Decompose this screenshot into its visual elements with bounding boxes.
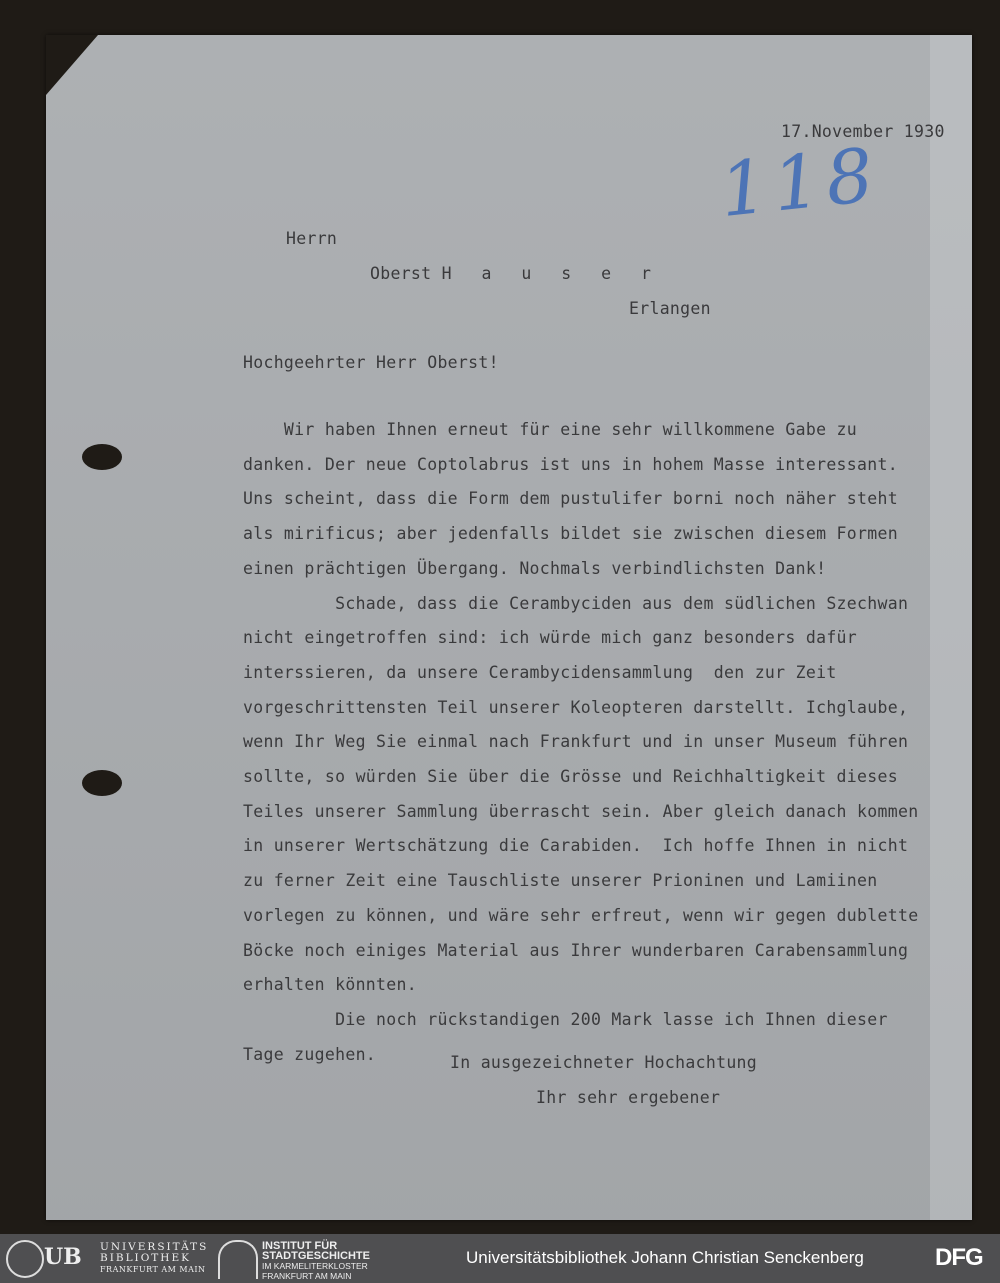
folded-corner: [46, 35, 98, 95]
body-line: sollte, so würden Sie über die Grösse und Reichhaltigkeit dieses: [243, 767, 898, 786]
university-library-name: [100, 1242, 208, 1275]
letter-date: 17.November 1930: [781, 122, 945, 141]
institute-line: FRANKFURT AM MAIN: [262, 1271, 352, 1281]
university-line: FRANKFURT AM MAIN: [100, 1265, 206, 1274]
recipient-title: Oberst: [370, 264, 432, 283]
institute-line: INSTITUT FÜR: [262, 1240, 338, 1252]
body-line: als mirificus; aber jedenfalls bildet sie zwischen diesem Formen: [243, 524, 898, 544]
body-line: Böcke noch einiges Material aus Ihrer wunderbaren Carabensammlung: [243, 940, 909, 960]
institute-name: [262, 1241, 370, 1281]
body-line: erhalten könnten.: [243, 975, 417, 995]
punch-hole-bottom: [82, 770, 122, 796]
overlay-sheet-edge: [930, 35, 972, 1220]
body-line: Schade, dass die Cerambyciden aus dem südlichen Szechwan: [243, 593, 909, 613]
body-line: Uns scheint, dass die Form dem pustulifer borni noch näher steht: [243, 489, 898, 509]
recipient-name: H a u s e r: [441, 264, 661, 283]
body-line: nicht eingetroffen sind: ich würde mich ganz besonders dafür: [243, 628, 858, 648]
dfg-logo: DFG: [935, 1244, 983, 1271]
body-line: zu ferner Zeit eine Tauschliste unserer Prioninen und Lamiinen: [243, 871, 878, 891]
closing-formula: In ausgezeichneter Hochachtung: [450, 1053, 758, 1072]
body-line: vorlegen zu können, und wäre sehr erfreut, wenn wir gegen dublette: [243, 905, 919, 925]
university-line: BIBLIOTHEK: [100, 1252, 191, 1264]
recipient-name-line: [370, 264, 661, 283]
recipient-salutation: Herrn: [286, 229, 338, 248]
punch-hole-top: [82, 444, 122, 470]
arch-icon: [218, 1240, 258, 1279]
ub-logo: UB: [44, 1244, 82, 1270]
body-line: Wir haben Ihnen erneut für eine sehr willkommene Gabe zu: [243, 420, 858, 439]
institute-line: STADTGESCHICHTE: [262, 1250, 370, 1262]
body-line: wenn Ihr Weg Sie einmal nach Frankfurt und in unser Museum führen: [243, 732, 909, 752]
body-line: danken. Der neue Coptolabrus ist uns in hohem Masse interessant.: [243, 454, 898, 474]
library-name: Universitätsbibliothek Johann Christian Senckenberg: [466, 1248, 864, 1267]
body-line: einen prächtigen Übergang. Nochmals verbindlichsten Dank!: [243, 558, 827, 578]
body-line: Teiles unserer Sammlung überrascht sein. Aber gleich danach kommen: [243, 801, 919, 821]
institute-line: IM KARMELITERKLOSTER: [262, 1261, 368, 1271]
greeting: Hochgeehrter Herr Oberst!: [243, 353, 499, 372]
recipient-city: Erlangen: [629, 299, 711, 318]
body-line: interssieren, da unsere Cerambycidensammlung den zur Zeit: [243, 662, 837, 682]
body-line: Tage zugehen.: [243, 1044, 377, 1064]
signature-line: Ihr sehr ergebener: [536, 1088, 721, 1107]
university-line: UNIVERSITÄTS: [100, 1241, 209, 1253]
body-line: Die noch rückstandigen 200 Mark lasse ich Ihnen dieser: [243, 1009, 888, 1029]
goethe-portrait-icon: [6, 1240, 44, 1278]
handwritten-archive-number: 118: [715, 131, 884, 235]
footer-bar: [0, 1234, 1000, 1283]
body-line: vorgeschrittensten Teil unserer Koleopteren darstellt. Ichglaube,: [243, 697, 909, 717]
body-line: in unserer Wertschätzung die Carabiden. Ich hoffe Ihnen in nicht: [243, 836, 909, 856]
